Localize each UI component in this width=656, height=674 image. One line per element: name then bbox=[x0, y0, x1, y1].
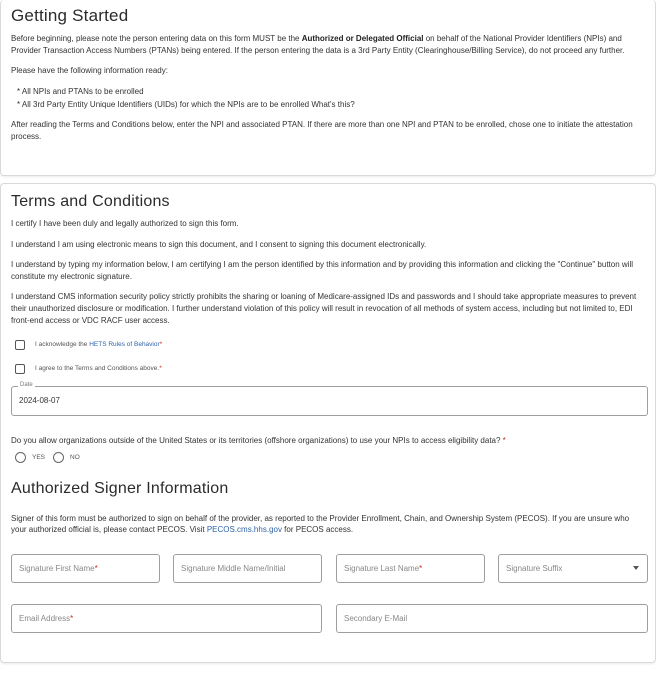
list-item: * All NPIs and PTANs to be enrolled bbox=[17, 86, 144, 96]
after-text: After reading the Terms and Conditions below, enter the NPI and associated PTAN. If there are more than one NPI and PTAN to be enrolled, chose one to initiate the attestation process. bbox=[11, 119, 633, 141]
email-input[interactable]: Email Address * bbox=[11, 604, 322, 633]
required-mark: * bbox=[159, 341, 163, 349]
suffix-select[interactable]: Signature Suffix bbox=[498, 554, 648, 583]
acknowledge-row bbox=[15, 338, 645, 352]
intro-bold: Authorized or Delegated Official bbox=[301, 34, 424, 43]
acknowledge-checkbox[interactable] bbox=[15, 340, 25, 350]
radio-no-label: NO bbox=[70, 453, 80, 461]
date-label: Date bbox=[20, 382, 33, 389]
chevron-down-icon bbox=[633, 566, 639, 570]
secondary-email-input[interactable]: Secondary E-Mail bbox=[336, 604, 648, 633]
terms-title: Terms and Conditions bbox=[11, 193, 170, 210]
terms-paragraph: I understand by typing my information below, I am certifying I am the person identified by this information and by providing this information and clicking the "Continue" button will constitute my electronic signature. bbox=[11, 260, 634, 281]
hets-rules-link[interactable]: HETS Rules of Behavior bbox=[89, 341, 160, 349]
agree-checkbox[interactable] bbox=[15, 364, 25, 374]
intro-text: Before beginning, please note the person entering data on this form MUST be the Authorized or Delegated Official on behalf of the National Provider Identifiers (NPIs) and Provider Transaction Access Numbers (PTANs) being entered. If the person entering the data is a 3rd Party Entity (Clearinghouse/Billing Service), do not proceed any further. bbox=[11, 34, 625, 55]
radio-yes-label: YES bbox=[32, 453, 46, 461]
agree-label: I agree to the Terms and Conditions above.* bbox=[35, 365, 162, 373]
list-item: * All 3rd Party Entity Unique Identifiers (UIDs) for which the NPIs are to be enrolled What's this? bbox=[17, 100, 355, 110]
radio-yes[interactable] bbox=[15, 452, 26, 463]
middle-name-input[interactable]: Signature Middle Name/Initial bbox=[173, 554, 322, 583]
first-name-input[interactable]: Signature First Name * bbox=[11, 554, 160, 583]
terms-paragraph: I understand I am using electronic means to sign this document, and I consent to signing this document electronically. bbox=[11, 239, 427, 249]
offshore-question: Do you allow organizations outside of the United States or its territories (offshore organizations) to use your NPIs to access eligibility data? * bbox=[11, 436, 506, 446]
signer-title: Authorized Signer Information bbox=[11, 479, 229, 497]
pecos-link[interactable]: PECOS.cms.hhs.gov bbox=[206, 525, 282, 535]
terms-card bbox=[0, 183, 656, 663]
ready-label: Please have the following information ready: bbox=[11, 66, 168, 76]
terms-paragraph: I certify I have been duly and legally authorized to sign this form. bbox=[11, 219, 239, 228]
signer-fields bbox=[11, 554, 645, 674]
date-field[interactable] bbox=[11, 382, 648, 416]
ready-list bbox=[17, 86, 645, 111]
radio-no[interactable] bbox=[53, 452, 64, 463]
getting-started-title: Getting Started bbox=[11, 6, 129, 25]
offshore-radio-group bbox=[15, 452, 645, 463]
required-mark: * bbox=[159, 365, 162, 373]
last-name-input[interactable]: Signature Last Name * bbox=[336, 554, 485, 583]
agree-row bbox=[15, 362, 645, 376]
signer-description: Signer of this form must be authorized to sign on behalf of the provider, as reported to the Provider Enrollment, Chain, and Ownership System (PECOS). If you are unsure who your authorized official is, please contact PECOS. Visit PECOS.cms.hhs.gov for PECOS access. bbox=[11, 513, 630, 535]
acknowledge-label: I acknowledge the HETS Rules of Behavior* bbox=[35, 341, 163, 349]
date-value: 2024-08-07 bbox=[19, 396, 60, 406]
terms-paragraph: I understand CMS information security policy strictly prohibits the sharing or loaning of Medicare-assigned IDs and passwords and I should take appropriate measures to prevent their unauthorized disclosure or modification. I further understand violation of this policy will result in revocation of all methods of system access, including but not limited to, EDI front-end access or VDC RACF user access. bbox=[11, 292, 637, 325]
terms-body bbox=[11, 218, 645, 326]
getting-started-card bbox=[0, 0, 656, 176]
required-mark: * bbox=[502, 436, 506, 446]
